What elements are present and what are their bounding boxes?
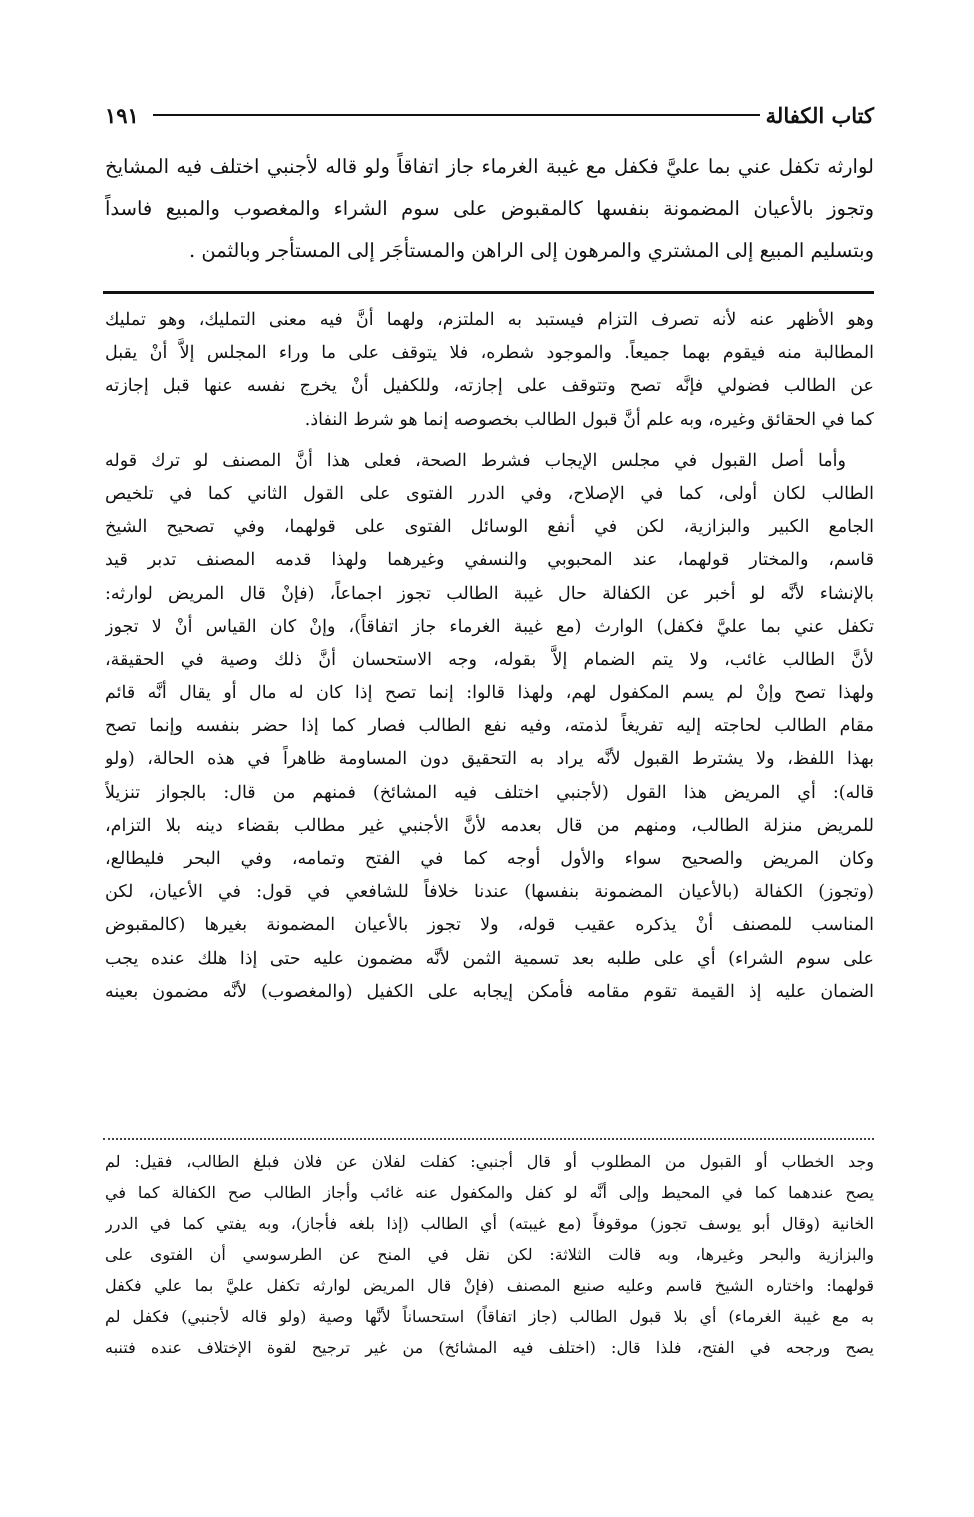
- commentary-line: مقام الطالب لحاجته إليه تفريغاً لذمته، وفيه نفع الطالب فصار كما إذا حضر بنفسه وإنما تصح: [105, 716, 874, 737]
- main-text-line: لوارثه تكفل عني بما عليَّ فكفل مع غيبة الغرماء جاز اتفاقاً ولو قاله لأجنبي اختلف فيه المشايخ: [105, 155, 874, 178]
- commentary-line: لأنَّ الطالب غائب، ولا يتم الضمام إلاَّ بقوله، وجه الاستحسان أنَّ ذلك وصية في الحقيقة،: [105, 649, 874, 670]
- commentary-line: الضمان عليه إذ القيمة تقوم مقامه فأمكن إيجابه على الكفيل (والمغصوب) لأنَّه مضمون بعينه: [105, 981, 874, 1002]
- commentary-line: الطالب لكان أولى، كما في الإصلاح، وفي الدرر الفتوى على القول الثاني كما في تلخيص: [105, 483, 874, 504]
- commentary-line: وأما أصل القبول في مجلس الإيجاب فشرط الصحة، فعلى هذا أنَّ المصنف لو ترك قوله: [105, 450, 846, 471]
- commentary-line: المناسب للمصنف أنْ يذكره عقيب قوله، ولا تجوز بالأعيان المضمونة بغيرها (كالمقبوض: [105, 915, 874, 936]
- note-line: وجد الخطاب أو القبول من المطلوب أو قال أجنبي: كفلت لفلان عن فلان فبلغ الطالب، فقيل: لم: [105, 1152, 874, 1171]
- commentary-line: قاسم، والمختار قولهما، عند المحبوبي والنسفي وغيرهما ولهذا قدمه المصنف تدبر قيد: [105, 550, 874, 571]
- footnote-divider: [103, 1138, 874, 1140]
- chapter-title: كتاب الكفالة: [765, 102, 874, 128]
- commentary-line: كما في الحقائق وغيره، وبه علم أنَّ قبول الطالب بخصوصه إنما هو شرط النفاذ.: [304, 409, 874, 430]
- note-line: يصح عندهما كما في المحيط وإلى أنَّه لو كفل والمكفول عنه غائب وأجاز الطالب صح الكفالة كما في: [105, 1183, 874, 1202]
- marginal-notes: [105, 1146, 874, 1363]
- commentary: [105, 304, 874, 1009]
- commentary-line: بهذا اللفظ، ولا يشترط القبول لأنَّه يراد به التحقيق دون المساومة ظاهراً في هذه الحالة، (ولو: [105, 749, 874, 770]
- commentary-line: على سوم الشراء) أي على طلبه بعد تسمية الثمن لأنَّه مضمون عليه حتى إذا هلك عنده يجب: [105, 948, 874, 969]
- commentary-line: عن الطالب فضولي فإنَّه تصح وتتوقف على إجازته، وللكفيل أنْ يخرج نفسه عنها قبل إجازته: [105, 376, 874, 397]
- main-text-line: وبتسليم المبيع إلى المشتري والمرهون إلى الراهن والمستأجَر إلى المستأجر وبالثمن .: [188, 239, 874, 262]
- commentary-line: وكان المريض والصحيح سواء والأول أوجه كما في الفتح وتمامه، وفي البحر فليطالع،: [105, 849, 874, 869]
- commentary-line: (وتجوز) الكفالة (بالأعيان المضمونة بنفسها) عندنا خلافاً للشافعي في قول: في الأعيان، لكن: [105, 882, 874, 903]
- commentary-line: بالإنشاء لأنَّه لو أخبر عن الكفالة حال غيبة الطالب تجوز اجماعاً، (فإنْ قال المريض لوارثه:: [105, 583, 874, 604]
- note-line: به مع غيبة الغرماء) أي بلا قبول الطالب (جاز اتفاقاً) استحساناً لأنَّها وصية (ولو قاله لأجنبي) فكفل لم: [105, 1307, 874, 1326]
- commentary-line: وهو الأظهر عنه لأنه تصرف التزام فيستبد به الملتزم، ولهما أنَّ فيه معنى التمليك، وهو تمليك: [105, 310, 874, 330]
- commentary-line: للمريض منزلة الطالب، ومنهم من قال بعدمه لأنَّ الأجنبي غير مطالب بقضاء دينه بلا التزام،: [105, 815, 874, 836]
- header-rule: [153, 114, 760, 116]
- commentary-line: ولهذا تصح وإنْ لم يسم المكفول لهم، ولهذا قالوا: إنما تصح إذا كان له مال أو يقال أنَّه قائم: [105, 683, 874, 704]
- main-text: [105, 146, 874, 272]
- commentary-line: تكفل عني بما عليَّ فكفل) الوارث (مع غيبة الغرماء جاز اتفاقاً)، وإنْ كان القياس أنْ لا تجوز: [105, 616, 874, 637]
- commentary-line: قاله): أي المريض هذا القول (لأجنبي اختلف فيه المشائخ) فمنهم من قال: بالجواز تنزيلاً: [105, 782, 874, 803]
- commentary-line: الجامع الكبير والبزازية، لكن في أنفع الوسائل الفتوى على قولهما، وفي تصحيح الشيخ: [105, 517, 874, 538]
- main-text-divider: [103, 291, 874, 294]
- running-header: [105, 98, 874, 132]
- note-line: الخانية (وقال أبو يوسف تجوز) موقوفاً (مع غيبته) أي الطالب (إذا بلغه فأجاز)، وبه يفتي كما في الدرر: [105, 1214, 874, 1233]
- page-number: ١٩١: [105, 102, 139, 128]
- note-line: يصح ورجحه في الفتح، فلذا قال: (اختلف فيه المشائخ) من غير ترجيح لقوة الإختلاف عنده فتنبه: [105, 1338, 874, 1357]
- note-line: والبزازية والبحر وغيرها، وبه قالت الثلاثة: لكن نقل في المنح عن الطرسوسي أن الفتوى على: [105, 1245, 874, 1264]
- note-line: قولهما: واختاره الشيخ قاسم وعليه صنيع المصنف (فإنْ قال المريض لوارثه تكفل عليَّ بما علي فكفل: [105, 1276, 874, 1295]
- main-text-line: وتجوز بالأعيان المضمونة بنفسها كالمقبوض على سوم الشراء والمغصوب والمبيع فاسداً: [105, 197, 874, 220]
- commentary-line: المطالبة منه فيقوم بهما جميعاً. والموجود شطره، فلا يتوقف على ما وراء المجلس إلاَّ أنْ يقبل: [105, 343, 874, 364]
